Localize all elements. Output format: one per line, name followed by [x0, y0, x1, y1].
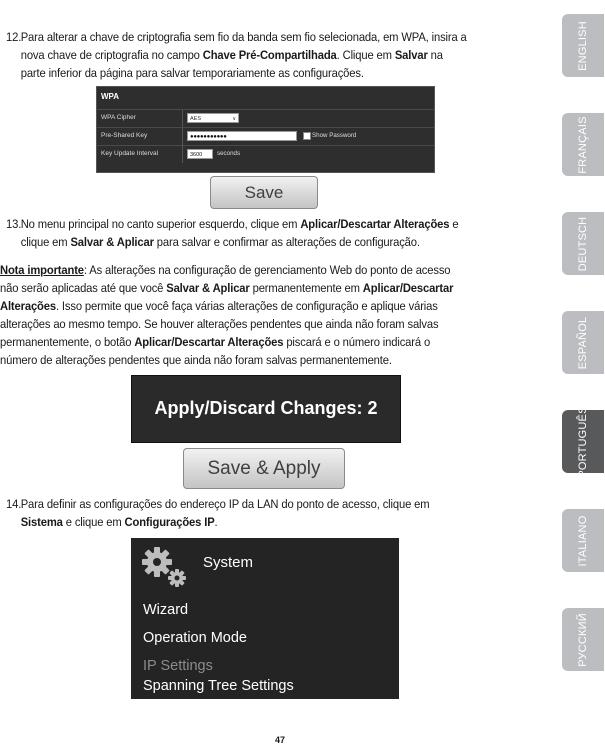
- step-text: para salvar e confirmar as alterações de configuração.: [153, 235, 420, 249]
- bold-term: Configurações IP: [124, 515, 215, 529]
- tab-deutsch[interactable]: [562, 212, 604, 275]
- important-note: [0, 261, 534, 369]
- show-password-label: Show Password: [312, 132, 357, 139]
- tab-label: DEUTSCH: [577, 216, 589, 271]
- wpa-settings-panel: [96, 86, 435, 173]
- note-text: permanentemente, o botão: [0, 335, 135, 349]
- note-text: número de alterações pendentes que ainda não foram salvas permanentemente.: [0, 353, 392, 367]
- wpa-cipher-label: WPA Cipher: [101, 114, 136, 121]
- chevron-down-icon: ∨: [232, 116, 236, 122]
- step-text: e clique em: [62, 515, 125, 529]
- tab-italiano[interactable]: [562, 509, 604, 572]
- wpa-psk-row: [97, 127, 434, 145]
- tab-russian[interactable]: [562, 608, 604, 671]
- note-text: . Isso permite que você faça várias alterações de configuração e aplique várias: [55, 299, 438, 313]
- note-text: não serão aplicadas até que você: [0, 281, 167, 295]
- note-text: piscará e o número indicará o: [283, 335, 431, 349]
- note-text: : As alterações na configuração de gerenciamento Web do ponto de acesso: [83, 263, 451, 277]
- system-menu-screenshot: [131, 538, 399, 699]
- step-text: parte inferior da página para salvar temporariamente as configurações.: [20, 66, 364, 80]
- page-number: 47: [274, 735, 285, 745]
- system-menu-header: System: [203, 554, 254, 571]
- wpa-cipher-row: [97, 109, 434, 127]
- save-button: Save: [210, 176, 318, 209]
- note-title: Nota importante: [0, 263, 84, 277]
- tab-label: РУССКИЙ: [577, 612, 589, 667]
- step-text: clique em: [20, 235, 71, 249]
- step-text: . Clique em: [336, 48, 395, 62]
- show-password-checkbox: [303, 132, 311, 140]
- bold-term: Aplicar/Descartar: [362, 281, 454, 295]
- menu-item-wizard: Wizard: [143, 602, 189, 618]
- bold-term: Salvar & Aplicar: [166, 281, 250, 295]
- step-14: [6, 495, 540, 531]
- tab-label: ESPAÑOL: [577, 316, 589, 369]
- step-12: [6, 28, 540, 82]
- menu-item-operation-mode: Operation Mode: [143, 630, 247, 646]
- step-number: 13.: [6, 217, 22, 231]
- divider: [182, 146, 183, 163]
- menu-item-spanning-tree: Spanning Tree Settings: [143, 678, 294, 694]
- tab-espanol[interactable]: [562, 311, 604, 374]
- bold-term: Aplicar/Descartar Alterações: [134, 335, 284, 349]
- tab-francais[interactable]: [562, 113, 604, 176]
- step-text: Para alterar a chave de criptografia sem fio da banda sem fio selecionada, em WPA, insira a: [20, 30, 467, 44]
- note-text: permanentemente em: [249, 281, 363, 295]
- wpa-interval-label: Key Update Interval: [101, 150, 159, 157]
- step-text: nova chave de criptografia no campo: [20, 48, 203, 62]
- apply-discard-label: Apply/Discard Changes: 2: [154, 398, 378, 418]
- step-text: No menu principal no canto superior esquerdo, clique em: [20, 217, 301, 231]
- menu-item-ip-settings: IP Settings: [143, 658, 213, 674]
- wpa-cipher-select: [187, 113, 239, 123]
- note-text: alterações ao mesmo tempo. Se houver alterações pendentes que ainda não foram salvas: [0, 317, 439, 331]
- bold-term: Salvar & Aplicar: [70, 235, 154, 249]
- step-text: na: [427, 48, 443, 62]
- tab-portugues[interactable]: [562, 405, 604, 478]
- bold-term: Alterações: [0, 299, 56, 313]
- tab-label: PORTUGUÊS: [577, 405, 589, 478]
- tab-label: ITALIANO: [577, 515, 589, 566]
- tab-label: ENGLISH: [577, 20, 589, 71]
- step-number: 14.: [6, 497, 22, 511]
- wpa-psk-field: ●●●●●●●●●●●: [187, 131, 297, 141]
- save-apply-button: Save & Apply: [183, 448, 345, 489]
- apply-discard-screenshot: [131, 375, 401, 443]
- bold-term: Aplicar/Descartar Alterações: [300, 217, 450, 231]
- step-text: Para definir as configurações do endereço IP da LAN do ponto de acesso, clique em: [20, 497, 430, 511]
- bold-term: Sistema: [20, 515, 63, 529]
- wpa-cipher-value: AES: [190, 116, 202, 122]
- bold-term: Salvar: [394, 48, 428, 62]
- wpa-interval-field: 3600: [187, 149, 213, 159]
- divider: [182, 128, 183, 145]
- tab-label: FRANÇAIS: [577, 115, 589, 174]
- bold-term: Chave Pré-Compartilhada: [202, 48, 337, 62]
- tab-english[interactable]: [562, 14, 604, 77]
- step-13: [6, 215, 540, 251]
- divider: [182, 110, 183, 127]
- step-text: .: [214, 515, 218, 529]
- wpa-psk-label: Pre-Shared Key: [101, 132, 148, 139]
- step-text: e: [449, 217, 459, 231]
- wpa-title: WPA: [101, 92, 120, 101]
- wpa-interval-row: [97, 145, 434, 163]
- wpa-interval-unit: seconds: [217, 150, 241, 157]
- gear-icon: [137, 542, 197, 592]
- step-number: 12.: [6, 30, 22, 44]
